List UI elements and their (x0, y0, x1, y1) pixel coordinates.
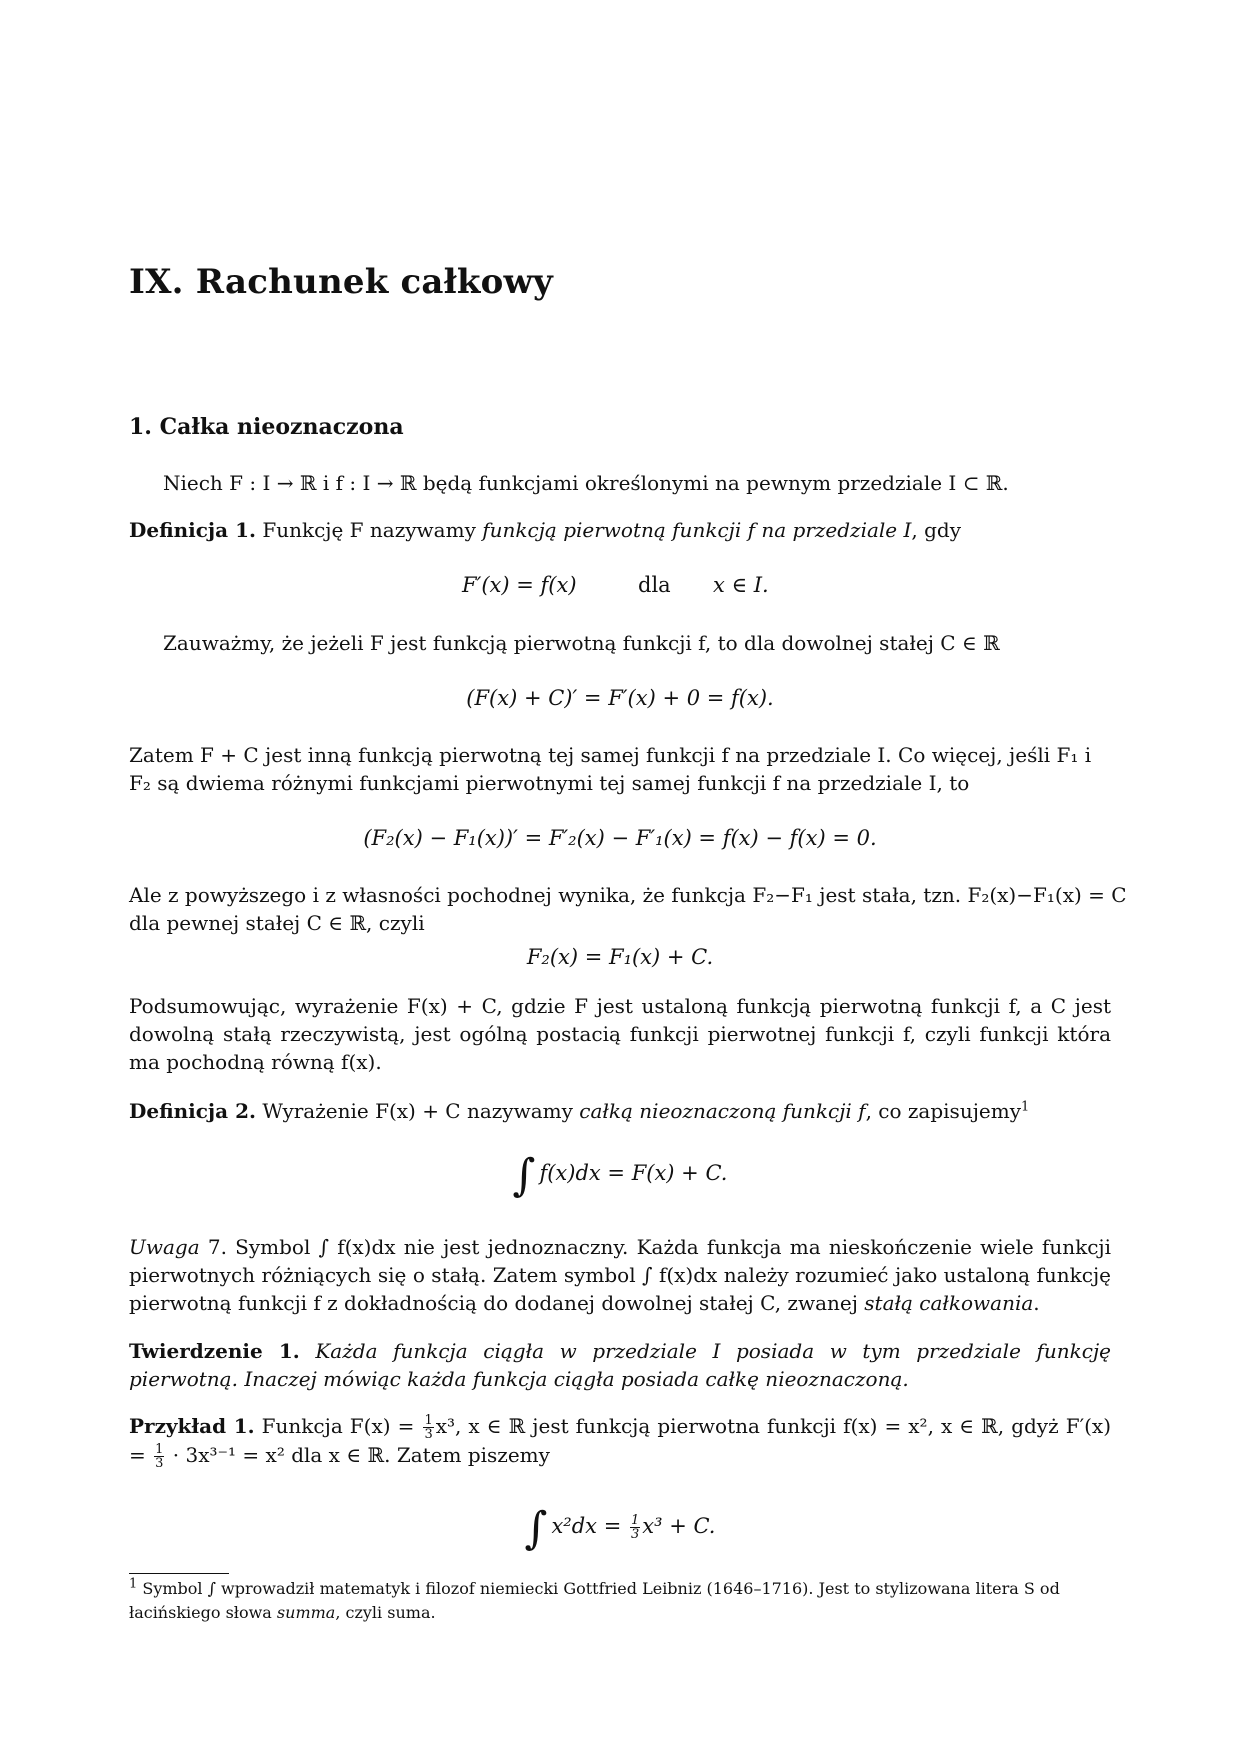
theorem-text: Każda funkcja ciągła w przedziale I posiada w tym przedziale funkcję pierwotną. Inaczej mówiąc każda funkcja ciągła posiada całkę nieoznaczoną. (129, 1339, 1112, 1391)
paragraph-2-line-1: Zatem F + C jest inną funkcją pierwotną tej samej funkcji f na przedziale I. Co więcej, jeśli F₁ i (129, 743, 1092, 767)
fraction-numerator: 1 (155, 1442, 164, 1457)
equation-3: (F₂(x) − F₁(x))′ = F′₂(x) − F′₁(x) = f(x) − f(x) = 0. (363, 826, 877, 850)
remark-number: 7. (207, 1235, 227, 1259)
fraction-denominator: 3 (630, 1527, 640, 1542)
definition-1-post: , gdy (911, 518, 962, 542)
footnote-number: 1 (129, 1576, 138, 1592)
fraction-one-third-2 (154, 1443, 164, 1470)
example-text-4: · 3x³⁻¹ = x² dla x ∈ ℝ. Zatem piszemy (172, 1443, 550, 1467)
example-text-1: Funkcja F(x) = (261, 1414, 415, 1438)
fraction-numerator: 1 (630, 1513, 640, 1528)
remark-emph: stałą całkowania (864, 1291, 1034, 1315)
footnote-rule (129, 1573, 229, 1574)
theorem-1 (129, 1337, 1111, 1393)
definition-2-emph: całką nieoznaczoną funkcji f (579, 1099, 866, 1123)
equation-2: (F(x) + C)′ = F′(x) + 0 = f(x). (466, 686, 774, 710)
definition-1-formula-lhs: F′(x) = f(x) (462, 573, 577, 597)
equation-4: F₂(x) = F₁(x) + C. (526, 945, 714, 969)
fraction-one-third (423, 1414, 433, 1441)
fraction-denominator: 3 (155, 1456, 164, 1471)
footnote-mark: 1 (1021, 1099, 1030, 1115)
example-text-2: x³, x ∈ ℝ jest funkcją pierwotna funkcji f(x) = x², x ∈ ℝ, gdyż (435, 1414, 1059, 1438)
paragraph-4: Podsumowując, wyrażenie F(x) + C, gdzie F jest ustaloną funkcją pierwotną funkcji f, a C jest dowolną stałą rzeczywistą, jest ogólną postacią funkcji pierwotnej funkcji f, czyli funkcji która ma pochodną równą f(x). (129, 994, 1111, 1074)
chapter-title: IX. Rachunek całkowy (129, 262, 553, 302)
note-paragraph: Zauważmy, że jeżeli F jest funkcją pierwotną funkcji f, to dla dowolnej stałej C ∈ ℝ (163, 631, 1000, 655)
example-formula-lhs: x²dx = (551, 1514, 622, 1538)
definition-2-formula (0, 1150, 1240, 1201)
footnote-text-1: Symbol ∫ wprowadził matematyk i filozof niemiecki Gottfried Leibniz (1646–1716). Jest to stylizowana litera S od łacińskiego słowa (129, 1579, 1060, 1622)
remark-label: Uwaga (129, 1235, 200, 1259)
definition-1 (129, 516, 961, 544)
fraction-one-third-3 (630, 1514, 640, 1541)
integral-sign: ∫ (524, 1503, 548, 1554)
definition-1-pre: Funkcję F nazywamy (262, 518, 476, 542)
intro-paragraph: Niech F : I → ℝ i f : I → ℝ będą funkcjami określonymi na pewnym przedziale I ⊂ ℝ. (163, 471, 1009, 495)
section-title: 1. Całka nieoznaczona (129, 414, 404, 440)
definition-1-label: Definicja 1. (129, 518, 256, 542)
footnote-text-2: , czyli suma. (335, 1603, 436, 1622)
paragraph-3-line-1: Ale z powyższego i z własności pochodnej wynika, że funkcja F₂−F₁ jest stała, tzn. F₂(x)−F₁(x) = C (129, 883, 1127, 907)
definition-1-emph: funkcją pierwotną funkcji f na przedziale I (482, 518, 912, 542)
definition-2 (129, 1097, 1029, 1125)
fraction-numerator: 1 (424, 1413, 433, 1428)
example-formula-rhs: x³ + C. (642, 1514, 716, 1538)
footnote-emph: summa (276, 1603, 336, 1622)
example-formula (0, 1503, 1240, 1554)
fraction-denominator: 3 (424, 1427, 433, 1442)
definition-2-post: , co zapisujemy (865, 1099, 1021, 1123)
remark-7 (129, 1233, 1111, 1317)
definition-1-formula-rhs: x ∈ I. (713, 573, 769, 597)
integral-sign: ∫ (512, 1150, 536, 1201)
remark-text: Symbol ∫ f(x)dx nie jest jednoznaczny. Każda funkcja ma nieskończenie wiele funkcji pierwotnych różniących się o stałą. Zatem symbol ∫ f(x)dx należy rozumieć jako ustaloną funkcję pierwotną funkcji f z dokładnością do dodanej dowolnej stałej C, zwanej (129, 1235, 1112, 1315)
footnote (129, 1577, 1111, 1625)
paragraph-3-line-2: dla pewnej stałej C ∈ ℝ, czyli (129, 911, 425, 935)
definition-1-formula-mid: dla (638, 573, 671, 597)
paragraph-2-line-2: F₂ są dwiema różnymi funkcjami pierwotnymi tej samej funkcji f na przedziale I, to (129, 771, 970, 795)
definition-2-formula-text: f(x)dx = F(x) + C. (539, 1161, 728, 1185)
definition-2-pre: Wyrażenie F(x) + C nazywamy (262, 1099, 573, 1123)
remark-end: . (1033, 1291, 1040, 1315)
theorem-label: Twierdzenie 1. (129, 1339, 300, 1363)
example-1 (129, 1412, 1111, 1470)
definition-2-label: Definicja 2. (129, 1099, 256, 1123)
example-label: Przykład 1. (129, 1414, 255, 1438)
example-text-3: F′(x) = (129, 1414, 1112, 1467)
